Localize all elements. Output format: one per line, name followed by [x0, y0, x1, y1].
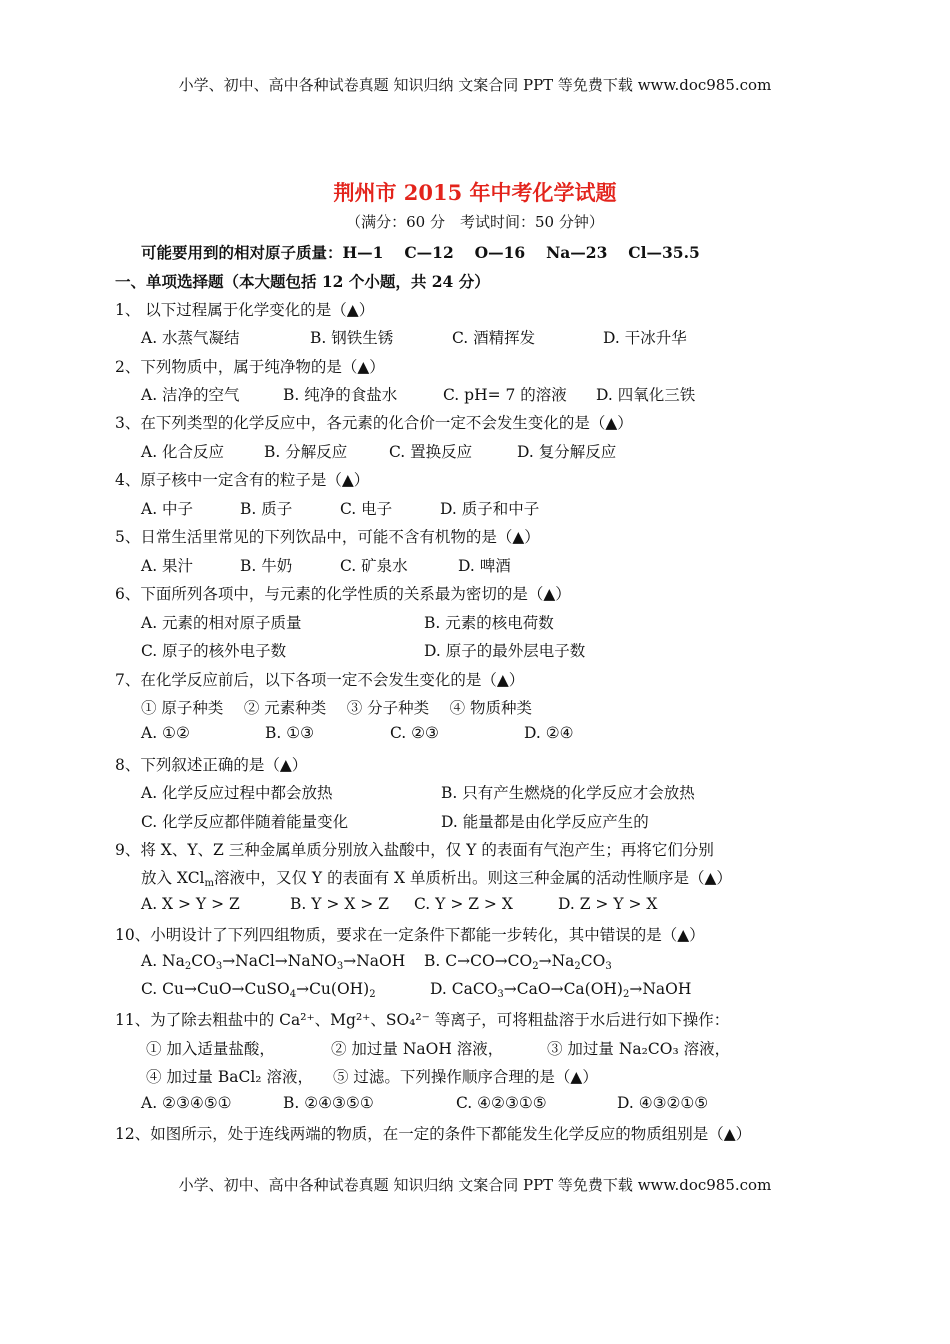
question-9-stem-line1: 9、将 X、Y、Z 三种金属单质分别放入盐酸中，仅 Y 的表面有气泡产生；再将它们分别	[115, 841, 714, 859]
q8-option-d: D. 能量都是由化学反应产生的	[441, 813, 649, 831]
q11-operation-5: ⑤ 过滤。下列操作顺序合理的是（▲）	[333, 1068, 598, 1086]
q7-option-b: B. ①③	[265, 724, 315, 742]
q4-option-a: A. 中子	[141, 500, 194, 518]
q8-option-b: B. 只有产生燃烧的化学反应才会放热	[441, 784, 695, 802]
exam-title: 荆州市 2015 年中考化学试题	[333, 180, 617, 205]
q10-option-a: A. $Na_2CO_3\to NaCl\to NaNO_3\to NaOH$	[141, 952, 406, 972]
question-3-stem: 3、在下列类型的化学反应中，各元素的化合价一定不会发生变化的是（▲）	[115, 414, 633, 432]
q9-option-b: B. Y > X > Z	[290, 895, 389, 913]
question-5-stem: 5、日常生活里常见的下列饮品中，可能不含有机物的是（▲）	[115, 528, 540, 546]
question-11-stem: 11、为了除去粗盐中的 Ca²⁺、Mg²⁺、SO₄²⁻ 等离子，可将粗盐溶于水后进行如下操作：	[115, 1011, 730, 1029]
q1-option-d: D. 干冰升华	[603, 329, 687, 347]
q6-option-d: D. 原子的最外层电子数	[424, 642, 586, 660]
q11-option-b: B. ②④③⑤①	[283, 1094, 374, 1112]
question-12-stem: 12、如图所示，处于连线两端的物质，在一定的条件下都能发生化学反应的物质组别是（▲）	[115, 1125, 752, 1143]
q7-option-a: A. ①②	[141, 724, 190, 742]
q8-option-a: A. 化学反应过程中都会放热	[141, 784, 333, 802]
q11-option-a: A. ②③④⑤①	[141, 1094, 232, 1112]
q4-option-d: D. 质子和中子	[440, 500, 540, 518]
q5-option-c: C. 矿泉水	[340, 557, 408, 575]
q5-option-b: B. 牛奶	[240, 557, 293, 575]
q1-option-b: B. 钢铁生锈	[310, 329, 394, 347]
q10-option-b: B. $C\to CO\to CO_2\to Na_2CO_3$	[424, 952, 612, 972]
q5-option-d: D. 啤酒	[458, 557, 511, 575]
q4-option-c: C. 电子	[340, 500, 393, 518]
question-1-stem: 1、 以下过程属于化学变化的是（▲）	[115, 301, 375, 319]
q1-option-a: A. 水蒸气凝结	[141, 329, 240, 347]
question-4-stem: 4、原子核中一定含有的粒子是（▲）	[115, 471, 370, 489]
page-header: 小学、初中、高中各种试卷真题 知识归纳 文案合同 PPT 等免费下载 www.doc985.com	[178, 76, 772, 94]
q8-option-c: C. 化学反应都伴随着能量变化	[141, 813, 349, 831]
q9-option-a: A. X > Y > Z	[141, 895, 240, 913]
q11-operation-4: ④ 加过量 BaCl₂ 溶液，	[146, 1068, 313, 1086]
question-10-stem: 10、小明设计了下列四组物质，要求在一定条件下都能一步转化，其中错误的是（▲）	[115, 926, 705, 944]
q11-option-c: C. ④②③①⑤	[456, 1094, 547, 1112]
q11-operation-1: ① 加入适量盐酸，	[146, 1040, 275, 1058]
question-7-stem: 7、在化学反应前后，以下各项一定不会发生变化的是（▲）	[115, 671, 525, 689]
atomic-masses: 可能要用到的相对原子质量：H—1 C—12 O—16 Na—23 Cl—35.5	[141, 243, 700, 262]
q6-option-a: A. 元素的相对原子质量	[141, 614, 302, 632]
q10-option-d: D. $CaCO_3\to CaO\to Ca(OH)_2\to NaOH$	[430, 980, 692, 1000]
q1-option-c: C. 酒精挥发	[452, 329, 536, 347]
q2-option-c: C. pH= 7 的溶液	[443, 386, 567, 404]
q3-option-d: D. 复分解反应	[517, 443, 617, 461]
q6-option-c: C. 原子的核外电子数	[141, 642, 287, 660]
q9-option-c: C. Y > Z > X	[414, 895, 513, 913]
q7-items: ① 原子种类 ② 元素种类 ③ 分子种类 ④ 物质种类	[141, 699, 532, 717]
q4-option-b: B. 质子	[240, 500, 293, 518]
q3-option-a: A. 化合反应	[141, 443, 225, 461]
question-9-stem-line2: 放入 XCl$_m$溶液中，又仅 Y 的表面有 X 单质析出。则这三种金属的活动性顺序是（▲）	[141, 869, 732, 889]
q5-option-a: A. 果汁	[141, 557, 194, 575]
q6-option-b: B. 元素的核电荷数	[424, 614, 554, 632]
q11-operation-3: ③ 加过量 Na₂CO₃ 溶液，	[547, 1040, 731, 1058]
question-2-stem: 2、下列物质中，属于纯净物的是（▲）	[115, 358, 385, 376]
q2-option-a: A. 洁净的空气	[141, 386, 240, 404]
q2-option-d: D. 四氧化三铁	[596, 386, 696, 404]
question-6-stem: 6、下面所列各项中，与元素的化学性质的关系最为密切的是（▲）	[115, 585, 571, 603]
q7-option-d: D. ②④	[524, 724, 574, 742]
q11-option-d: D. ④③②①⑤	[617, 1094, 709, 1112]
q3-option-b: B. 分解反应	[264, 443, 348, 461]
question-8-stem: 8、下列叙述正确的是（▲）	[115, 756, 308, 774]
q9-option-d: D. Z > Y > X	[558, 895, 658, 913]
q11-operation-2: ② 加过量 NaOH 溶液，	[331, 1040, 504, 1058]
q3-option-c: C. 置换反应	[389, 443, 473, 461]
section-heading: 一、单项选择题（本大题包括 12 个小题，共 24 分）	[115, 272, 490, 291]
exam-subtitle: （满分：60 分 考试时间：50 分钟）	[346, 213, 604, 231]
page-footer: 小学、初中、高中各种试卷真题 知识归纳 文案合同 PPT 等免费下载 www.doc985.com	[178, 1176, 772, 1194]
q7-option-c: C. ②③	[390, 724, 439, 742]
q2-option-b: B. 纯净的食盐水	[283, 386, 398, 404]
q10-option-c: C. $Cu\to CuO\to CuSO_4\to Cu(OH)_2$	[141, 980, 376, 1000]
